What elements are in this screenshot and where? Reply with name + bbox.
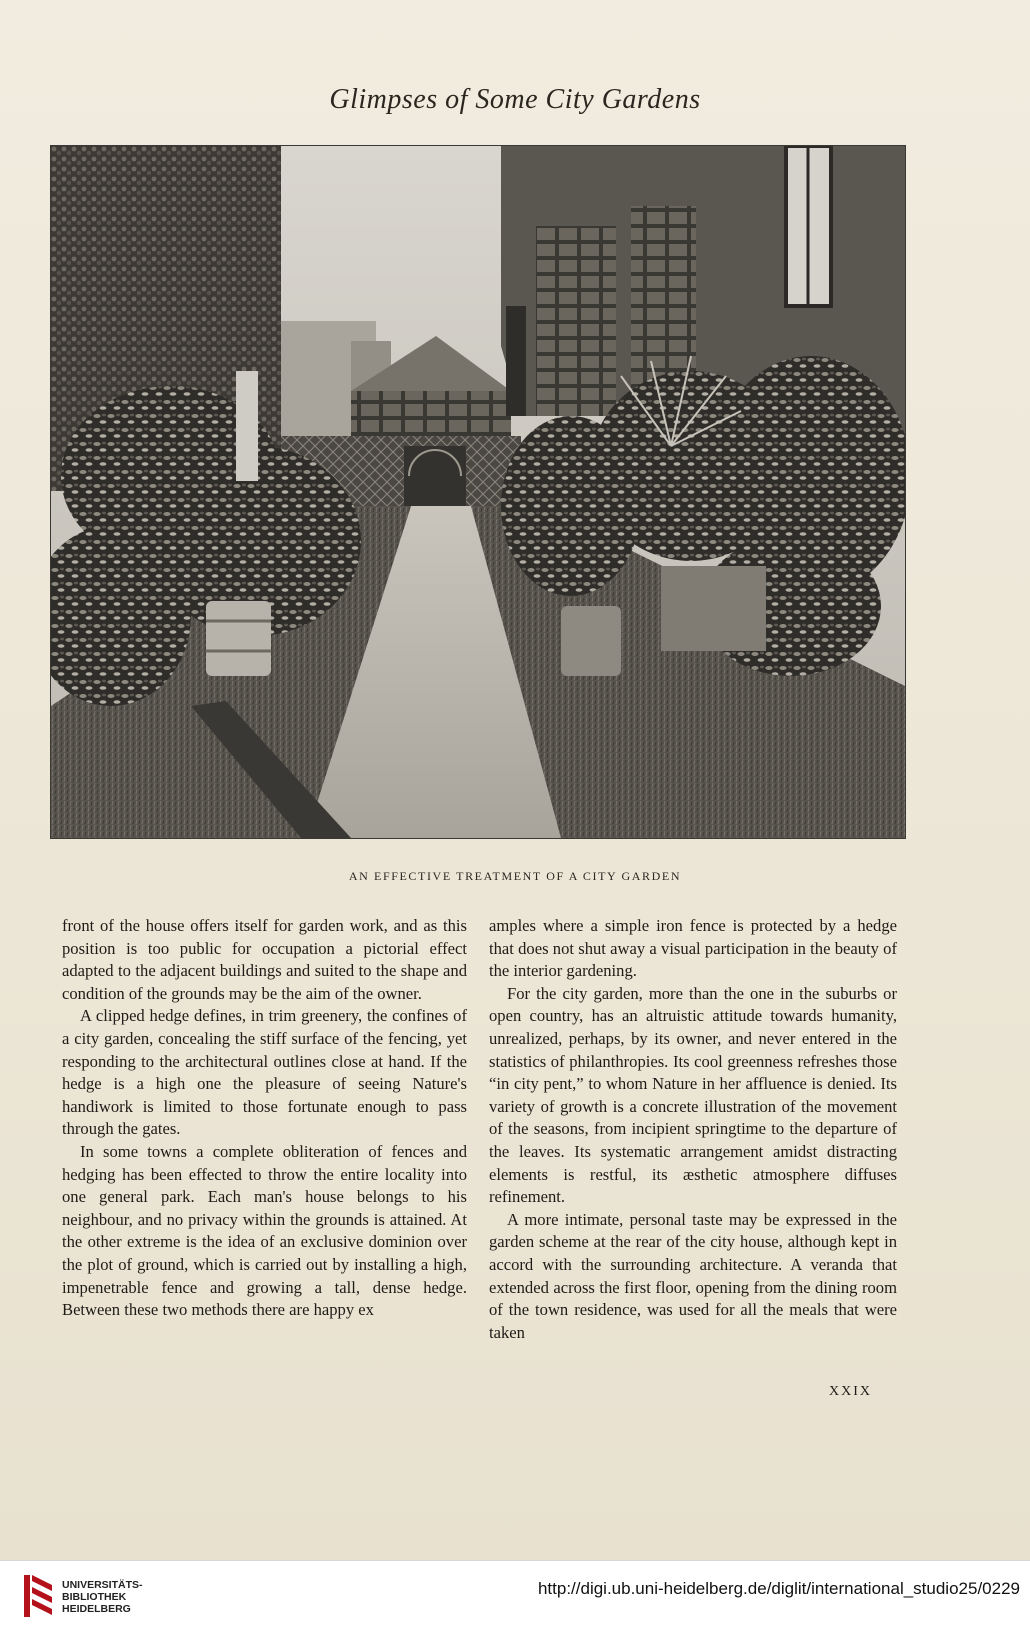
permalink-url[interactable]: http://digi.ub.uni-heidelberg.de/diglit/international_studio25/0229 bbox=[537, 1579, 1020, 1598]
paragraph: amples where a simple iron fence is protected by a hedge that does not shut away a visual participation in the beauty of the interior gardening. bbox=[489, 916, 897, 981]
institution-line: HEIDELBERG bbox=[62, 1603, 131, 1615]
institution-line: UNIVERSITÄTS- bbox=[62, 1579, 143, 1591]
garden-photograph bbox=[50, 145, 906, 839]
page-number: XXIX bbox=[829, 1384, 872, 1399]
paragraph: In some towns a complete obliteration of fences and hedging has been effected to throw the entire locality into one general park. Each man's house belongs to his neighbour, and no privacy within the grounds is attained. At the other extreme is the idea of an exclusive dominion over the plot of ground, which is carried out by installing a high, impenetrable fence and growing a tall, dense hedge. Between these two methods there are happy ex bbox=[62, 1141, 467, 1320]
paragraph: A clipped hedge defines, in trim greenery, the confines of a city garden, concealing the stiff surface of the fencing, yet responding to the architectural outlines close at hand. If the hedge is a high one the pleasure of seeing Nature's handiwork is limited to those fortunate enough to pass through the gates. bbox=[62, 1006, 467, 1139]
institution-name bbox=[62, 1579, 143, 1615]
garden-photograph-icon bbox=[51, 146, 905, 838]
right-text-column bbox=[489, 915, 897, 1344]
left-text-column bbox=[62, 915, 467, 1322]
paragraph: A more intimate, personal taste may be expressed in the garden scheme at the rear of the city house, although kept in accord with the surrounding architecture. A veranda that extended across the first floor, opening from the dining room of the town residence, was used for all the meals that were taken bbox=[489, 1209, 897, 1342]
running-title: Glimpses of Some City Gardens bbox=[329, 84, 701, 115]
paragraph: front of the house offers itself for garden work, and as this position is too public for occupation a pictorial effect adapted to the adjacent buildings and suited to the shape and condition of the grounds may be the aim of the owner. bbox=[62, 916, 467, 1003]
paragraph: For the city garden, more than the one in the suburbs or open country, has an altruistic attitude towards humanity, unrealized, perhaps, by its owner, and never entered in the statistics of philanthropies. Its cool greenness refreshes those “in city pent,” to whom Nature in her affluence is denied. Its variety of growth is a concrete illustration of the movement of the seasons, from incipient springtime to the departure of the leaves. Its systematic arrangement amidst distracting elements is restful, its æsthetic atmosphere diffuses refinement. bbox=[489, 983, 897, 1207]
institution-line: BIBLIOTHEK bbox=[62, 1591, 127, 1603]
viewer-footer bbox=[0, 1560, 1030, 1632]
university-library-logo-icon bbox=[22, 1571, 56, 1621]
figure-caption: AN EFFECTIVE TREATMENT OF A CITY GARDEN bbox=[348, 869, 682, 883]
